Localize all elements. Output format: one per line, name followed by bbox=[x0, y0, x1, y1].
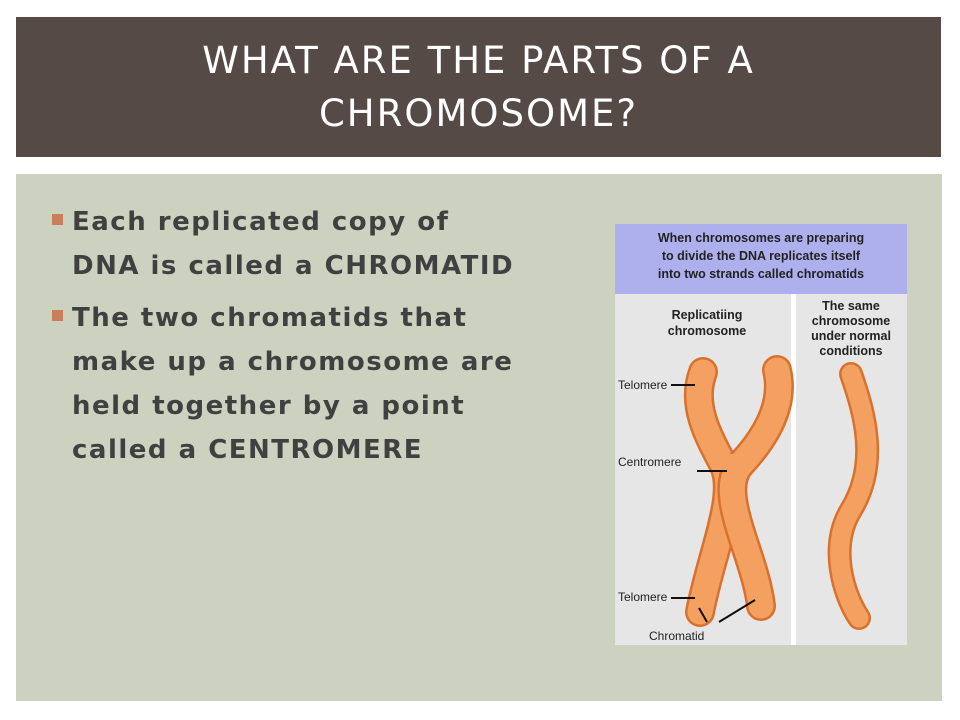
caption-line: to divide the DNA replicates itself bbox=[661, 249, 861, 263]
replicating-chromosome bbox=[699, 370, 779, 612]
bullet-keyword: CENTROMERE bbox=[208, 435, 424, 465]
normal-chromosome bbox=[840, 374, 868, 618]
bullet-text: Each replicated copy of DNA is called a bbox=[72, 207, 450, 281]
chromosome-diagram bbox=[615, 224, 907, 645]
right-heading-line: conditions bbox=[819, 344, 883, 358]
telomere-top-label: Telomere bbox=[618, 378, 668, 392]
bullet-list bbox=[48, 200, 518, 480]
caption-line: When chromosomes are preparing bbox=[657, 231, 865, 245]
bullet-text: The two chromatids that make up a chromosome are held together by a point called a bbox=[72, 303, 514, 465]
right-heading-line: chromosome bbox=[811, 314, 891, 328]
title-bar bbox=[16, 17, 941, 157]
bullet-marker-icon bbox=[52, 310, 63, 321]
chromosome-figure bbox=[615, 224, 907, 645]
slide-title: WHAT ARE THE PARTS OF A CHROMOSOME? bbox=[202, 39, 755, 135]
left-heading-line: Replicatiing bbox=[671, 308, 743, 322]
bullet-marker-icon bbox=[52, 214, 63, 225]
bullet-item bbox=[48, 200, 518, 288]
centromere-label: Centromere bbox=[618, 455, 682, 469]
right-heading-line: The same bbox=[822, 299, 880, 313]
panel-divider bbox=[791, 294, 796, 645]
left-heading-line: chromosome bbox=[667, 324, 747, 338]
bullet-keyword: CHROMATID bbox=[324, 251, 515, 281]
right-heading-line: under normal bbox=[811, 329, 891, 343]
caption-line: into two strands called chromatids bbox=[657, 267, 865, 281]
telomere-bottom-label: Telomere bbox=[618, 590, 668, 604]
bullet-item bbox=[48, 296, 518, 472]
chromatid-label: Chromatid bbox=[649, 629, 705, 643]
